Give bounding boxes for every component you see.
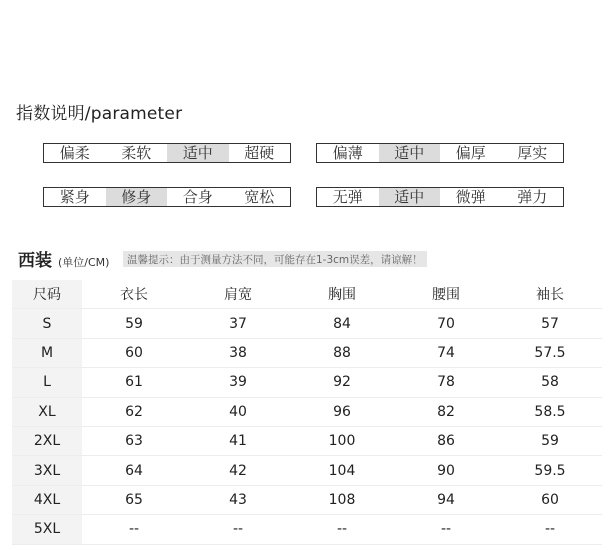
fit-option: 紧身 — [59, 187, 90, 206]
measurement-cell: 60 — [82, 338, 186, 367]
measurement-cell: 74 — [394, 338, 498, 367]
softness-indicator — [43, 143, 291, 163]
measurement-cell: 57.5 — [498, 338, 602, 367]
measurement-cell: 63 — [82, 426, 186, 455]
thickness-option: 偏薄 — [332, 143, 363, 162]
measurement-cell: 38 — [186, 338, 290, 367]
measurement-cell: -- — [498, 515, 602, 544]
measurement-cell: 82 — [394, 397, 498, 426]
measurement-cell: -- — [394, 515, 498, 544]
fit-option: 修身 — [106, 188, 168, 206]
garment-name: 西装 — [18, 251, 52, 271]
header-waist: 腰围 — [394, 280, 498, 309]
measurement-cell: 65 — [82, 485, 186, 514]
fit-indicator — [43, 187, 291, 207]
measurement-cell: 84 — [290, 309, 394, 338]
measurement-cell: 61 — [82, 368, 186, 397]
measurement-cell: -- — [290, 515, 394, 544]
page-title: 指数说明/parameter — [16, 104, 183, 124]
measurement-cell: 94 — [394, 485, 498, 514]
thickness-option: 厚实 — [517, 143, 548, 162]
table-header-row — [12, 280, 602, 309]
softness-option: 偏柔 — [59, 143, 90, 162]
measurement-cell: -- — [186, 515, 290, 544]
measurement-cell: 104 — [290, 456, 394, 485]
fit-option: 合身 — [182, 187, 213, 206]
measurement-cell: 100 — [290, 426, 394, 455]
size-label-cell: 2XL — [12, 426, 82, 455]
measurement-cell: 92 — [290, 368, 394, 397]
thickness-indicator — [316, 143, 564, 163]
elasticity-indicator — [316, 187, 564, 207]
table-row — [12, 456, 602, 485]
thickness-option: 偏厚 — [455, 143, 486, 162]
softness-option: 适中 — [167, 144, 229, 162]
measurement-cell: 58.5 — [498, 397, 602, 426]
measurement-cell: 90 — [394, 456, 498, 485]
size-chart-heading — [18, 246, 109, 271]
measurement-cell: 64 — [82, 456, 186, 485]
header-length: 衣长 — [82, 280, 186, 309]
measurement-cell: 108 — [290, 485, 394, 514]
table-row — [12, 485, 602, 514]
table-row — [12, 397, 602, 426]
size-label-cell: 5XL — [12, 515, 82, 544]
size-label-cell: S — [12, 309, 82, 338]
measurement-cell: 42 — [186, 456, 290, 485]
elasticity-option: 适中 — [379, 188, 441, 206]
measurement-cell: 70 — [394, 309, 498, 338]
measurement-cell: 88 — [290, 338, 394, 367]
measurement-cell: 86 — [394, 426, 498, 455]
header-size: 尺码 — [12, 280, 82, 309]
elasticity-option: 弹力 — [517, 187, 548, 206]
measurement-cell: 78 — [394, 368, 498, 397]
measurement-cell: 43 — [186, 485, 290, 514]
measurement-cell: 62 — [82, 397, 186, 426]
header-shoulder: 肩宽 — [186, 280, 290, 309]
measurement-cell: 40 — [186, 397, 290, 426]
measurement-cell: 41 — [186, 426, 290, 455]
table-row — [12, 515, 602, 544]
fit-option: 宽松 — [244, 187, 275, 206]
header-chest: 胸围 — [290, 280, 394, 309]
softness-option: 柔软 — [121, 143, 152, 162]
size-label-cell: 3XL — [12, 456, 82, 485]
measurement-cell: 59 — [82, 309, 186, 338]
size-label-cell: XL — [12, 397, 82, 426]
measurement-cell: 37 — [186, 309, 290, 338]
unit-label: (单位/CM) — [58, 256, 110, 269]
size-label-cell: L — [12, 368, 82, 397]
measurement-cell: 39 — [186, 368, 290, 397]
elasticity-option: 微弹 — [455, 187, 486, 206]
measurement-cell: -- — [82, 515, 186, 544]
size-label-cell: M — [12, 338, 82, 367]
measurement-note: 温馨提示：由于测量方法不同，可能存在1-3cm误差，请谅解！ — [123, 251, 427, 267]
measurement-cell: 96 — [290, 397, 394, 426]
table-row — [12, 426, 602, 455]
measurement-cell: 60 — [498, 485, 602, 514]
table-row — [12, 309, 602, 338]
measurement-cell: 58 — [498, 368, 602, 397]
elasticity-option: 无弹 — [332, 187, 363, 206]
header-sleeve: 袖长 — [498, 280, 602, 309]
table-row — [12, 368, 602, 397]
size-label-cell: 4XL — [12, 485, 82, 514]
measurement-cell: 59 — [498, 426, 602, 455]
measurement-cell: 57 — [498, 309, 602, 338]
thickness-option: 适中 — [379, 144, 441, 162]
table-row — [12, 338, 602, 367]
measurement-cell: 59.5 — [498, 456, 602, 485]
size-table — [12, 280, 602, 545]
softness-option: 超硬 — [244, 143, 275, 162]
